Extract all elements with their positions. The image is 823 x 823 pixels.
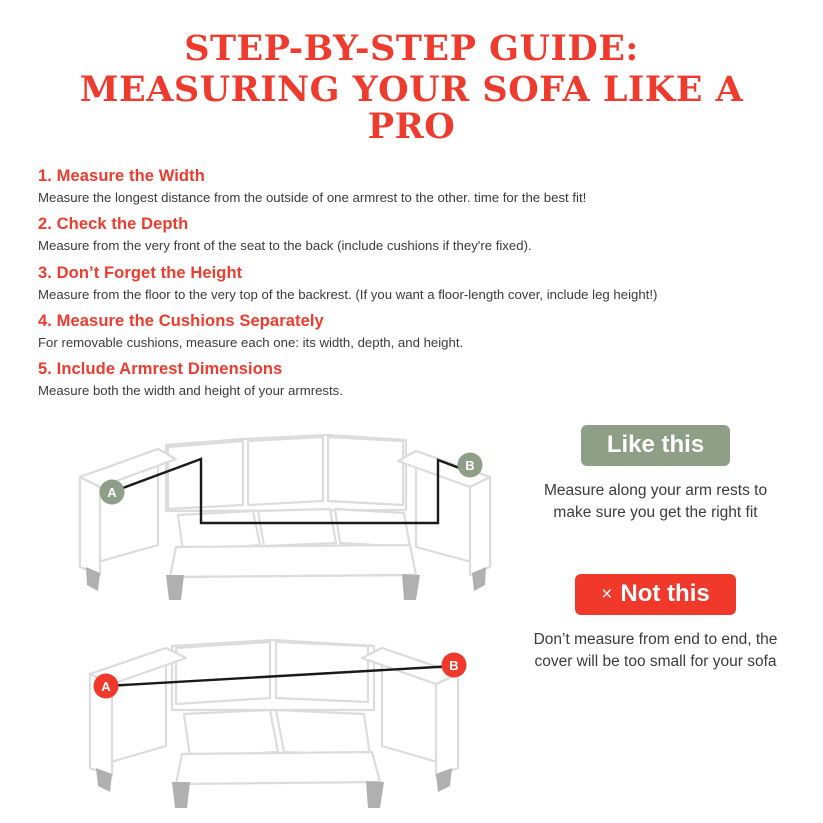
step-title: 1. Measure the Width xyxy=(38,167,205,186)
like-this-badge xyxy=(581,425,730,466)
marker-a-incorrect xyxy=(94,674,119,699)
sofa-illustration-correct xyxy=(38,415,508,600)
step-title: 2. Check the Depth xyxy=(38,215,189,234)
not-this-badge-label: Not this xyxy=(620,580,710,608)
note-bad xyxy=(526,574,785,673)
note-good xyxy=(526,425,785,524)
svg-text:B: B xyxy=(465,458,475,474)
like-this-text: Measure along your arm rests to make sure you get the right fit xyxy=(543,482,768,522)
svg-text:A: A xyxy=(101,679,111,695)
step-title: 4. Measure the Cushions Separately xyxy=(38,311,324,330)
svg-text:A: A xyxy=(107,485,117,501)
svg-text:B: B xyxy=(449,658,459,674)
step-body: Measure from the floor to the very top of the backrest. (If you want a floor-length cover, include leg height!) xyxy=(38,286,658,302)
sofa-illustration-incorrect xyxy=(38,618,508,808)
marker-a-correct xyxy=(100,480,125,505)
page-title xyxy=(38,28,785,148)
step-item xyxy=(38,264,785,303)
step-body: Measure from the very front of the seat to the back (include cushions if they're fixed). xyxy=(38,238,532,254)
step-item xyxy=(38,215,785,254)
not-this-text: Don’t measure from end to end, the cover will be too small for your sofa xyxy=(533,631,778,671)
marker-b-incorrect xyxy=(442,653,467,678)
illustrations-column xyxy=(38,415,508,808)
step-item xyxy=(38,167,785,206)
page-title-line-1: STEP-BY-STEP GUIDE: xyxy=(184,28,639,69)
steps-list xyxy=(38,167,785,399)
lower-section xyxy=(38,415,785,808)
like-this-badge-label: Like this xyxy=(606,431,705,459)
step-title: 5. Include Armrest Dimensions xyxy=(38,359,283,378)
step-item xyxy=(38,312,785,351)
step-title: 3. Don’t Forget the Height xyxy=(38,263,243,282)
step-body: Measure both the width and height of your armrests. xyxy=(38,382,343,398)
not-this-badge xyxy=(575,574,735,615)
marker-b-correct xyxy=(458,453,483,478)
step-body: Measure the longest distance from the outside of one armrest to the other. time for the best fit! xyxy=(38,190,587,206)
step-item xyxy=(38,360,785,399)
step-body: For removable cushions, measure each one: its width, depth, and height. xyxy=(38,334,464,350)
notes-column xyxy=(508,415,785,808)
page-title-line-2: MEASURING YOUR SOFA LIKE A PRO xyxy=(79,69,744,148)
x-icon: × xyxy=(601,583,613,605)
